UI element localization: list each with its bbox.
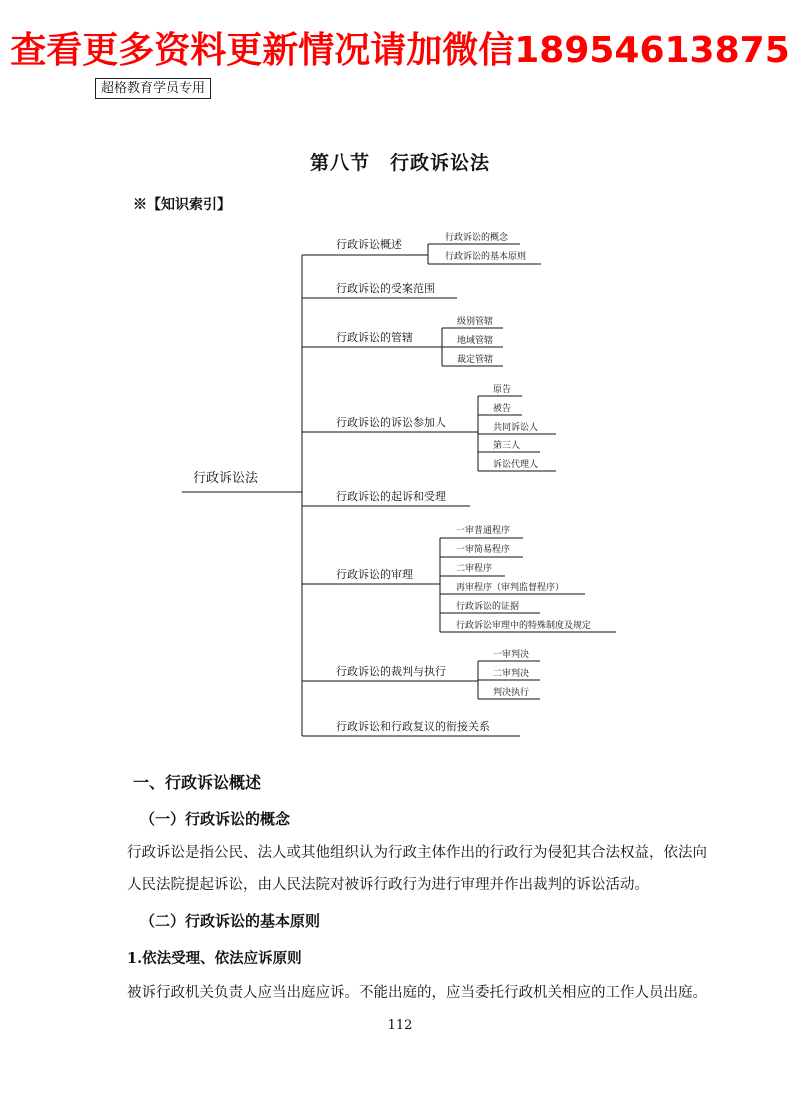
leaf-level-jurisdiction: 级别管辖 — [457, 317, 494, 327]
leaf-retrial: 再审程序（审判监督程序） — [456, 583, 565, 593]
leaf-enforcement: 判决执行 — [493, 688, 530, 698]
branch-participants: 行政诉讼的诉讼参加人 — [336, 416, 446, 429]
page-number: 112 — [387, 1018, 413, 1033]
leaf-defendant: 被告 — [493, 404, 512, 414]
branch-filing: 行政诉讼的起诉和受理 — [336, 490, 446, 503]
watermark-banner: 查看更多资料更新情况请加微信18954613875 — [10, 30, 790, 71]
branch-judgment: 行政诉讼的裁判与执行 — [336, 665, 446, 678]
leaf-third-party: 第三人 — [493, 441, 521, 451]
leaf-evidence: 行政诉讼的证据 — [456, 602, 520, 612]
leaf-ruling-jurisdiction: 裁定管辖 — [457, 355, 494, 365]
knowledge-mindmap — [0, 220, 800, 750]
paragraph-concept: 行政诉讼是指公民、法人或其他组织认为行政主体作出的行政行为侵犯其合法权益，依法向人民法院提起诉讼，由人民法院对被诉行政行为进行审理并作出裁判的诉讼活动。 — [127, 845, 707, 893]
branch-reconsideration: 行政诉讼和行政复议的衔接关系 — [336, 720, 490, 733]
paragraph-principle-1: 被诉行政机关负责人应当出庭应诉。不能出庭的，应当委托行政机关相应的工作人员出庭。 — [127, 985, 707, 1001]
branch-jurisdiction: 行政诉讼的管辖 — [336, 331, 413, 344]
leaf-basic-principles: 行政诉讼的基本原则 — [445, 252, 527, 262]
mindmap-root: 行政诉讼法 — [193, 471, 259, 486]
leaf-first-instance-simplified: 一审简易程序 — [456, 545, 511, 555]
knowledge-index-label: ※【知识索引】 — [133, 197, 231, 213]
leaf-joint-litigants: 共同诉讼人 — [493, 423, 539, 433]
heading-overview: 一、行政诉讼概述 — [133, 773, 262, 792]
leaf-territorial-jurisdiction: 地域管辖 — [457, 336, 494, 346]
leaf-concept: 行政诉讼的概念 — [445, 233, 509, 243]
branch-trial: 行政诉讼的审理 — [336, 568, 413, 581]
leaf-agent: 诉讼代理人 — [493, 460, 539, 470]
leaf-plaintiff: 原告 — [493, 385, 512, 395]
leaf-first-instance-ordinary: 一审普通程序 — [456, 526, 511, 536]
branch-scope: 行政诉讼的受案范围 — [336, 282, 435, 295]
heading-concept: （一）行政诉讼的概念 — [140, 810, 291, 828]
heading-principle-1: 1.依法受理、依法应诉原则 — [127, 950, 302, 967]
leaf-second-instance: 二审程序 — [456, 564, 493, 574]
heading-principles: （二）行政诉讼的基本原则 — [140, 912, 321, 930]
branch-overview: 行政诉讼概述 — [336, 238, 402, 251]
usage-stamp: 超格教育学员专用 — [95, 78, 211, 99]
section-title: 第八节 行政诉讼法 — [309, 152, 490, 174]
leaf-first-judgment: 一审判决 — [493, 650, 530, 660]
leaf-second-judgment: 二审判决 — [493, 669, 530, 679]
leaf-special-rules: 行政诉讼审理中的特殊制度及规定 — [456, 621, 592, 631]
